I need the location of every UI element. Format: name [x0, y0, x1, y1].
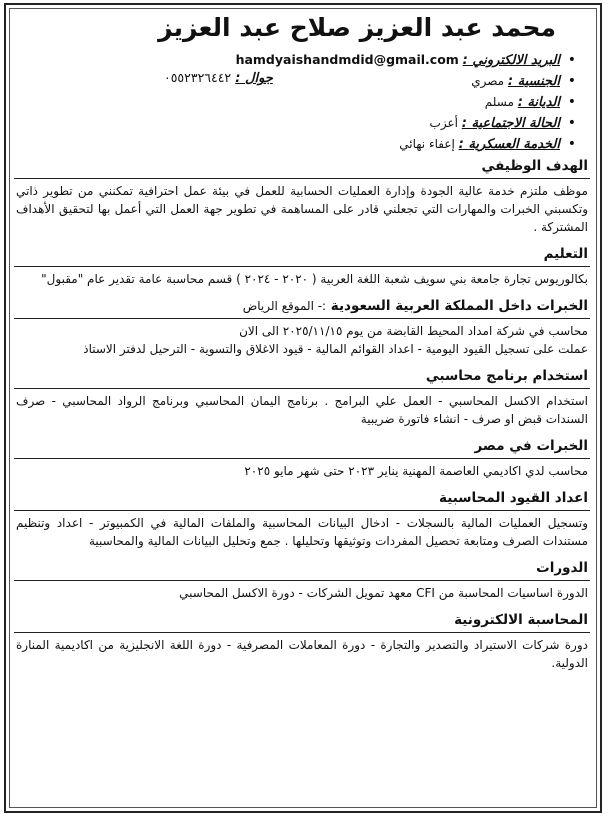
nationality-item	[14, 71, 560, 92]
military-label: الخدمة العسكرية :	[458, 137, 560, 152]
e-accounting-title: المحاسبة الالكترونية	[454, 612, 588, 628]
religion-item	[14, 92, 560, 113]
phone-item	[164, 70, 273, 86]
saudi-experience-section	[14, 296, 590, 358]
section-divider	[14, 388, 590, 389]
section-divider	[14, 580, 590, 581]
email-value: hamdyaishandmdid@gmail.com	[235, 52, 459, 67]
section-divider	[14, 510, 590, 511]
saudi-experience-title: الخبرات داخل المملكة العربية السعودية	[330, 298, 588, 314]
entries-body: وتسجيل العمليات المالية بالسجلات - ادخال البيانات المحاسبية والملفات المالية في الكمبيوتر - اعداد وتنظيم مستندات الصرف ومتابعة تحصيل المفردات وتوثيقها وتحليلها . جمع وتحليل البيانات المالية والمحاسبية	[16, 516, 588, 548]
cv-document	[14, 10, 590, 680]
courses-body: الدورة اساسيات المحاسبة من CFI معهد تمويل الشركات - دورة الاكسل المحاسبي	[179, 586, 588, 600]
phone-value: ٠٥٥٢٣٢٦٤٤٢	[164, 70, 232, 85]
saudi-experience-line-1: محاسب في شركة امداد المحيط القابضة من يوم ٢٠٢٥/١١/١٥ الى الان	[239, 324, 588, 338]
objective-title: الهدف الوظيفي	[481, 158, 588, 174]
e-accounting-body: دورة شركات الاستيراد والتصدير والتجارة - دورة المعاملات المصرفية - دورة اللغة الانجليزية من اكاديمية المنارة الدولية.	[16, 638, 588, 670]
military-item	[14, 134, 560, 155]
entries-title: اعداد القيود المحاسبية	[439, 490, 588, 506]
section-divider	[14, 458, 590, 459]
section-divider	[14, 632, 590, 633]
nationality-value: مصري	[471, 74, 505, 88]
section-divider	[14, 266, 590, 267]
software-title: استخدام برنامج محاسبي	[425, 368, 588, 384]
phone-label: جوال :	[235, 71, 273, 86]
e-accounting-section	[14, 610, 590, 672]
marital-item	[14, 113, 560, 134]
religion-label: الديانة :	[517, 95, 560, 110]
religion-value: مسلم	[484, 95, 514, 109]
marital-label: الحالة الاجتماعية :	[461, 116, 560, 131]
email-label: البريد الالكتروني :	[462, 53, 560, 68]
software-body: استخدام الاكسل المحاسبي - العمل علي البرامج . برنامج اليمان المحاسبي وبرنامج الرواد المحاسبي - صرف السندات قبض او صرف - انشاء فاتورة ضريبية	[16, 394, 588, 426]
marital-value: أعزب	[429, 116, 458, 130]
courses-section	[14, 558, 590, 602]
software-section	[14, 366, 590, 428]
egypt-experience-section	[14, 436, 590, 480]
education-body: بكالوريوس تجارة جامعة بني سويف شعبة اللغة العربية ( ٢٠٢٠ - ٢٠٢٤ ) قسم محاسبة عامة تقدير عام "مقبول"	[41, 272, 588, 286]
candidate-name: محمد عبد العزيز صلاح عبد العزيز	[158, 13, 556, 42]
egypt-experience-body: محاسب لدي اكاديمي العاصمة المهنية يناير ٢٠٢٣ حتى شهر مايو ٢٠٢٥	[244, 464, 588, 478]
objective-body: موظف ملتزم خدمة عالية الجودة وإدارة العمليات الحسابية للعمل في بيئة عمل احترافية تمكنني من تطوير ذاتي وتكسبني الخبرات والمهارات التي تجعلني قادر على المساهمة في تطوير جهة العمل التي أعمل بها لتحقيق الأهداف المشتركة .	[16, 184, 588, 234]
saudi-experience-location: :- الموقع الرياض	[242, 299, 327, 313]
section-divider	[14, 318, 590, 319]
education-section	[14, 244, 590, 288]
objective-section	[14, 156, 590, 236]
email-item	[14, 50, 560, 71]
education-title: التعليم	[543, 246, 588, 262]
entries-section	[14, 488, 590, 550]
saudi-experience-heading	[14, 296, 590, 316]
contact-info	[14, 50, 590, 156]
courses-title: الدورات	[536, 560, 588, 576]
contact-list	[14, 50, 590, 155]
section-divider	[14, 178, 590, 179]
military-value: إعفاء نهائي	[399, 137, 455, 151]
nationality-label: الجنسية :	[507, 74, 560, 89]
saudi-experience-line-2: عملت على تسجيل القيود اليومية - اعداد القوائم المالية - قيود الاغلاق والتسوية - الترحيل لدفتر الاستاذ	[83, 342, 588, 356]
egypt-experience-title: الخبرات في مصر	[474, 438, 588, 454]
